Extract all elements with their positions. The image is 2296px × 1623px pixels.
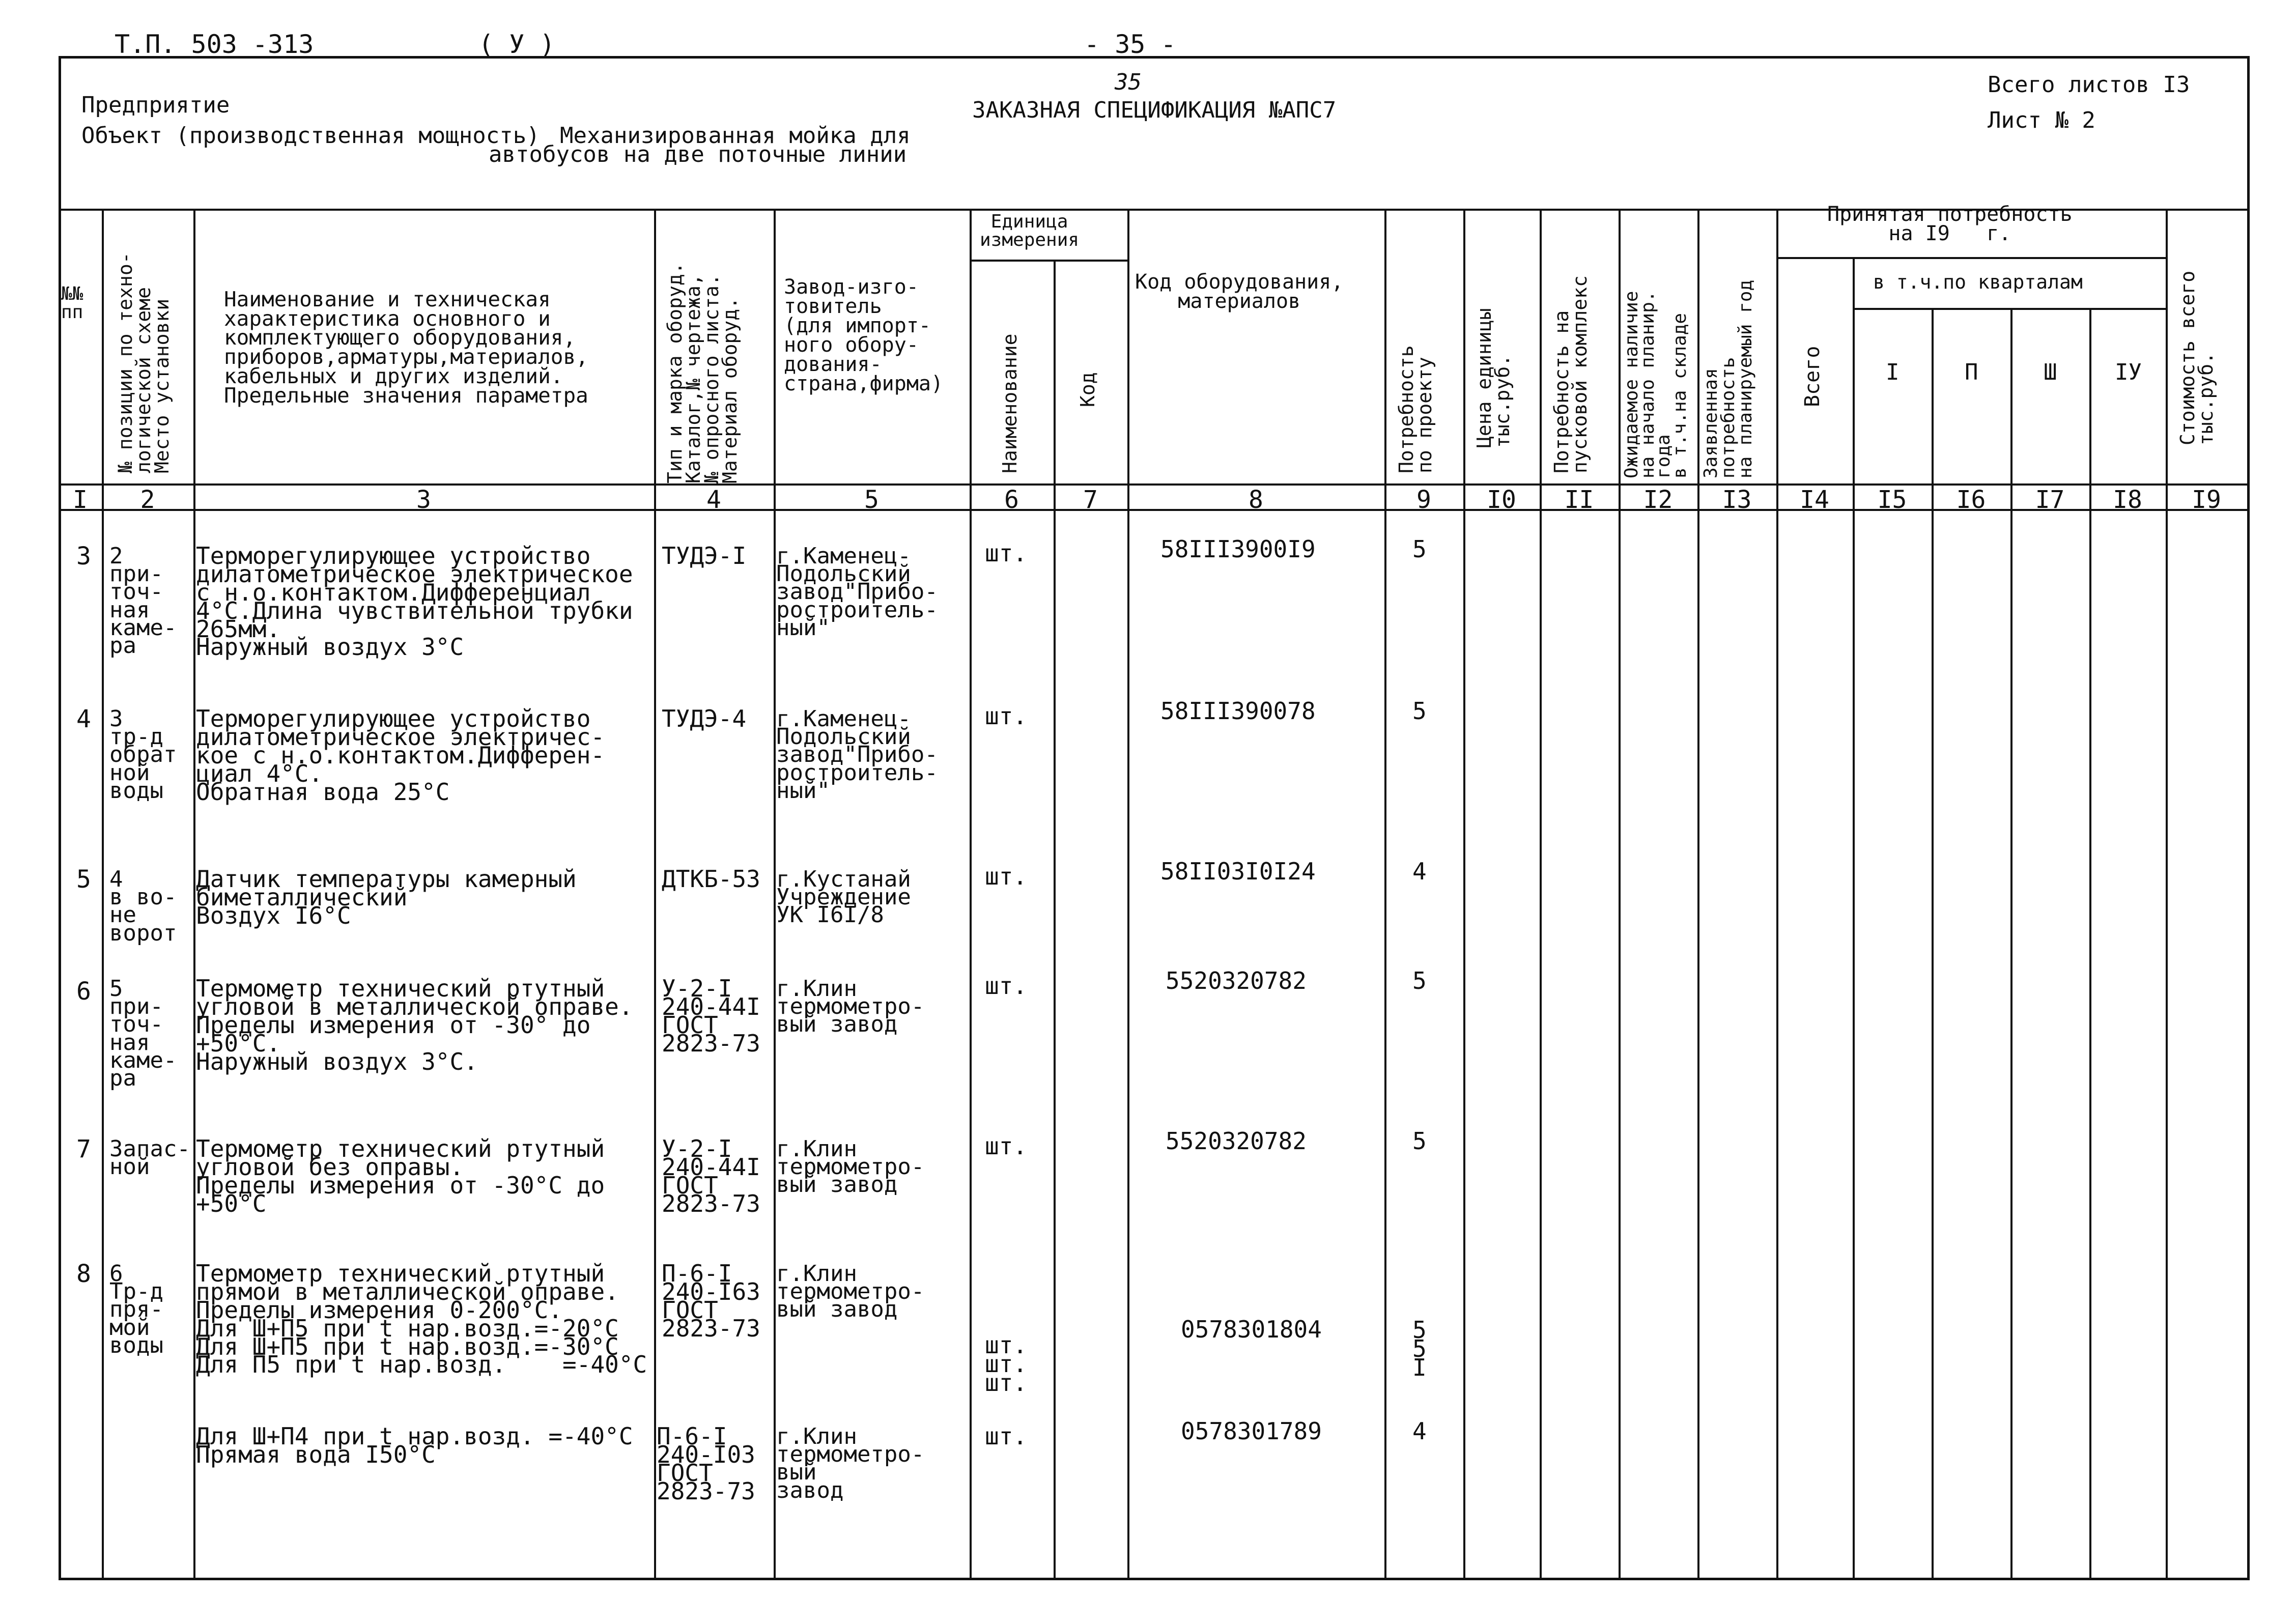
row-position: 3 тр-д обрат ной воды [109,706,177,804]
header-maker: Завод-изго- товитель (для импорт- ного обору- дования- страна,фирма) [784,275,944,395]
header-startup-need: Потребность на пусковой комплекс [1550,275,1592,473]
row-position: 4 в во- не ворот [109,866,177,946]
row-maker: г.Кустанай Учреждение УК I6I/8 [776,866,911,928]
quarters-header-line [1853,308,2166,310]
header-unit-name: Наименование [999,333,1021,473]
row-maker: г.Клин термометро- вый завод [776,1136,925,1198]
row-code: 5520320782 [1166,1127,1307,1155]
header-q2: П [1965,359,1978,385]
col-number: I6 [1956,486,1986,514]
object-label: Объект (производственная мощность) [81,123,540,149]
row-description: Термометр технический ртутный прямой в металлической оправе. Пределы измерения 0-200°С. Для Ш+П5 при t нар.возд.=-20°С Для Ш+П5 при t нар.возд.=-30°С Для П5 при t нар.возд. =-40°С [196,1260,647,1379]
row-type: У-2-I 240-44I ГОСТ 2823-73 [662,1135,760,1217]
row-unit: шт. [985,1422,1028,1450]
col-number: I8 [2113,486,2142,514]
row-position: 5 при- точ- ная каме- ра [109,976,177,1091]
accepted-header-line [1776,257,2166,259]
row-position: 2 при- точ- ная каме- ра [109,543,177,659]
row-unit: шт. [985,863,1028,890]
row-quantity: 5 5 I [1412,1316,1427,1381]
object-name-1: Механизированная мойка для [560,123,911,149]
row-code: 5520320782 [1166,967,1307,994]
row-code: 58II03I0I24 [1160,858,1316,885]
sheet-number: Лист № 2 [1988,107,2095,133]
row-number: 4 [76,705,91,733]
header-q3: Ш [2044,359,2057,385]
header-project-need: Потребность по проекту [1395,345,1436,473]
row-maker: г.Клин термометро- вый завод [776,976,925,1038]
row-description: Терморегулирующее устройство дилатометрическое электрическое с н.о.контактом.Дифференциал 4°С.Длина чувствительной трубки 265мм. Наружный воздух 3°С [196,542,633,661]
col-number: I [73,486,88,514]
row-maker: г.Каменец- Подольский завод"Прибо- ростроитель- ный" [776,706,938,804]
header-unit-code: Код [1076,372,1099,407]
row-maker: г.Клин термометро- вый завод [776,1423,925,1503]
row-unit: шт. [985,972,1028,1000]
row-quantity: 5 [1412,967,1427,994]
col-line-13 [1776,209,1778,1578]
row-quantity: 4 [1412,858,1427,885]
col-number: I2 [1643,486,1673,514]
col-line-6 [1054,260,1056,1578]
row-type: ТУДЭ-4 [662,705,747,732]
col-line-5 [970,209,972,1578]
page-number: - 35 - [1084,30,1176,59]
col-line-11 [1619,209,1621,1578]
col-line-7 [1127,209,1129,1578]
row-code: 0578301804 [1181,1316,1322,1343]
header-position: № позиции по техно- логической схеме Место установки [114,252,174,473]
col-number: I5 [1877,486,1907,514]
col-number: I7 [2035,486,2065,514]
row-type: У-2-I 240-44I ГОСТ 2823-73 [662,975,760,1057]
col-number: 6 [1004,486,1019,514]
col-number: 4 [706,486,721,514]
col-number: 5 [864,486,879,514]
row-maker: г.Каменец- Подольский завод"Прибо- ростроитель- ный" [776,543,938,641]
header-equipment-code: Код оборудования, материалов [1135,270,1344,313]
row-number: 6 [76,977,91,1006]
col-number: I9 [2192,486,2221,514]
row-number: 3 [76,542,91,571]
row-unit: шт. шт. шт. [985,1331,1028,1397]
doc-code: Т.П. 503 -313 [115,30,314,59]
col-number: 8 [1249,486,1263,514]
unit-header-line [970,260,1127,262]
col-line-9 [1463,209,1465,1578]
header-quarters: в т.ч.по кварталам [1873,271,2083,293]
row-code: 0578301789 [1181,1417,1322,1445]
row-unit: шт. [985,539,1028,567]
row-quantity: 5 [1412,1127,1427,1155]
row-type: ДТКБ-53 [662,865,760,893]
header-q4: IУ [2115,359,2142,385]
row-number: 7 [76,1135,91,1163]
col-line-18 [2166,209,2168,1578]
doc-mark: ( У ) [478,30,555,59]
col-number: 3 [416,486,431,514]
row-type: ТУДЭ-I [662,542,747,570]
row-description: Термометр технический ртутный угловой в металлической оправе. Пределы измерения от -30° до +50°С. Наружный воздух 3°С. [196,975,633,1075]
row-unit: шт. [985,702,1028,730]
col-number: 2 [140,486,155,514]
enterprise-label: Предприятие [81,92,230,118]
header-total-cost: Стоимость всего тыс.руб. [2176,270,2218,445]
col-line-3 [654,209,656,1578]
row-number: 5 [76,865,91,894]
row-description: Терморегулирующее устройство дилатометрическое электричес- кое с н.о.контактом.Дифферен- циал 4°С. Обратная вода 25°С [196,705,605,806]
header-total: Всего [1801,346,1824,407]
row-position: 6 Тр-д пря- мой воды [109,1261,163,1358]
col-line-10 [1540,209,1542,1578]
row-unit: шт. [985,1132,1028,1160]
col-number: 9 [1416,486,1431,514]
header-description: Наименование и техническая характеристика основного и комплектующего оборудования, приборов,арматуры,материалов, кабельных и других изделий. Предельные значения параметра [224,287,588,408]
col-number: II [1564,486,1594,514]
row-position: Запас- ной [109,1136,190,1180]
col-line-1 [102,209,104,1578]
object-name-2: автобусов на две поточные линии [489,141,907,167]
spec-title: ЗАКАЗНАЯ СПЕЦИФИКАЦИЯ №АПС7 [972,97,1337,123]
header-type: Тип и марка оборуд. Каталог,№ чертежа, № опросного листа. Материал оборуд. [664,262,742,483]
header-expected-stock: Ожидаемое наличие на начало планир. года в т.ч.на складе [1621,291,1691,478]
sheets-total: Всего листов I3 [1988,72,2190,98]
row-description: Термометр технический ртутный угловой без оправы. Пределы измерения от -30°С до +50°С [196,1135,605,1217]
col-line-8 [1384,209,1386,1578]
row-code: 58III3900I9 [1160,535,1316,563]
header-declared-need: Заявленная потребность на планируемый год [1700,279,1756,478]
header-q1: I [1886,359,1900,385]
col-line-12 [1697,209,1699,1578]
row-quantity: 5 [1412,535,1427,563]
row-type: П-6-I 240-I63 ГОСТ 2823-73 [662,1260,760,1342]
col-number: 7 [1083,486,1098,514]
column-number-line-top [59,483,2250,486]
col-number: I3 [1722,486,1752,514]
row-code: 58III390078 [1160,697,1316,725]
row-maker: г.Клин термометро- вый завод [776,1261,925,1323]
col-line-4 [774,209,776,1578]
col-number: I0 [1487,486,1516,514]
row-quantity: 4 [1412,1417,1427,1445]
row-number: 8 [76,1260,91,1288]
row-description: Датчик температуры камерный биметаллический Воздух I6°С [196,865,577,929]
row-description: Для Ш+П4 при t нар.возд. =-40°С Прямая вода I50°С [196,1422,633,1468]
col-line-14 [1853,257,1855,1578]
col-line-2 [193,209,195,1578]
header-accepted-need: Принятая потребность на I9 г. [1827,203,2073,245]
col-number: I4 [1800,486,1829,514]
handwritten-page: 35 [1115,69,1142,95]
row-type: П-6-I 240-I03 ГОСТ 2823-73 [657,1422,755,1505]
header-unit: Единица измерения [980,211,1080,250]
header-row-number: №№ пп [61,283,83,323]
row-quantity: 5 [1412,697,1427,725]
header-unit-price: Цена единицы тыс.руб. [1473,308,1514,448]
